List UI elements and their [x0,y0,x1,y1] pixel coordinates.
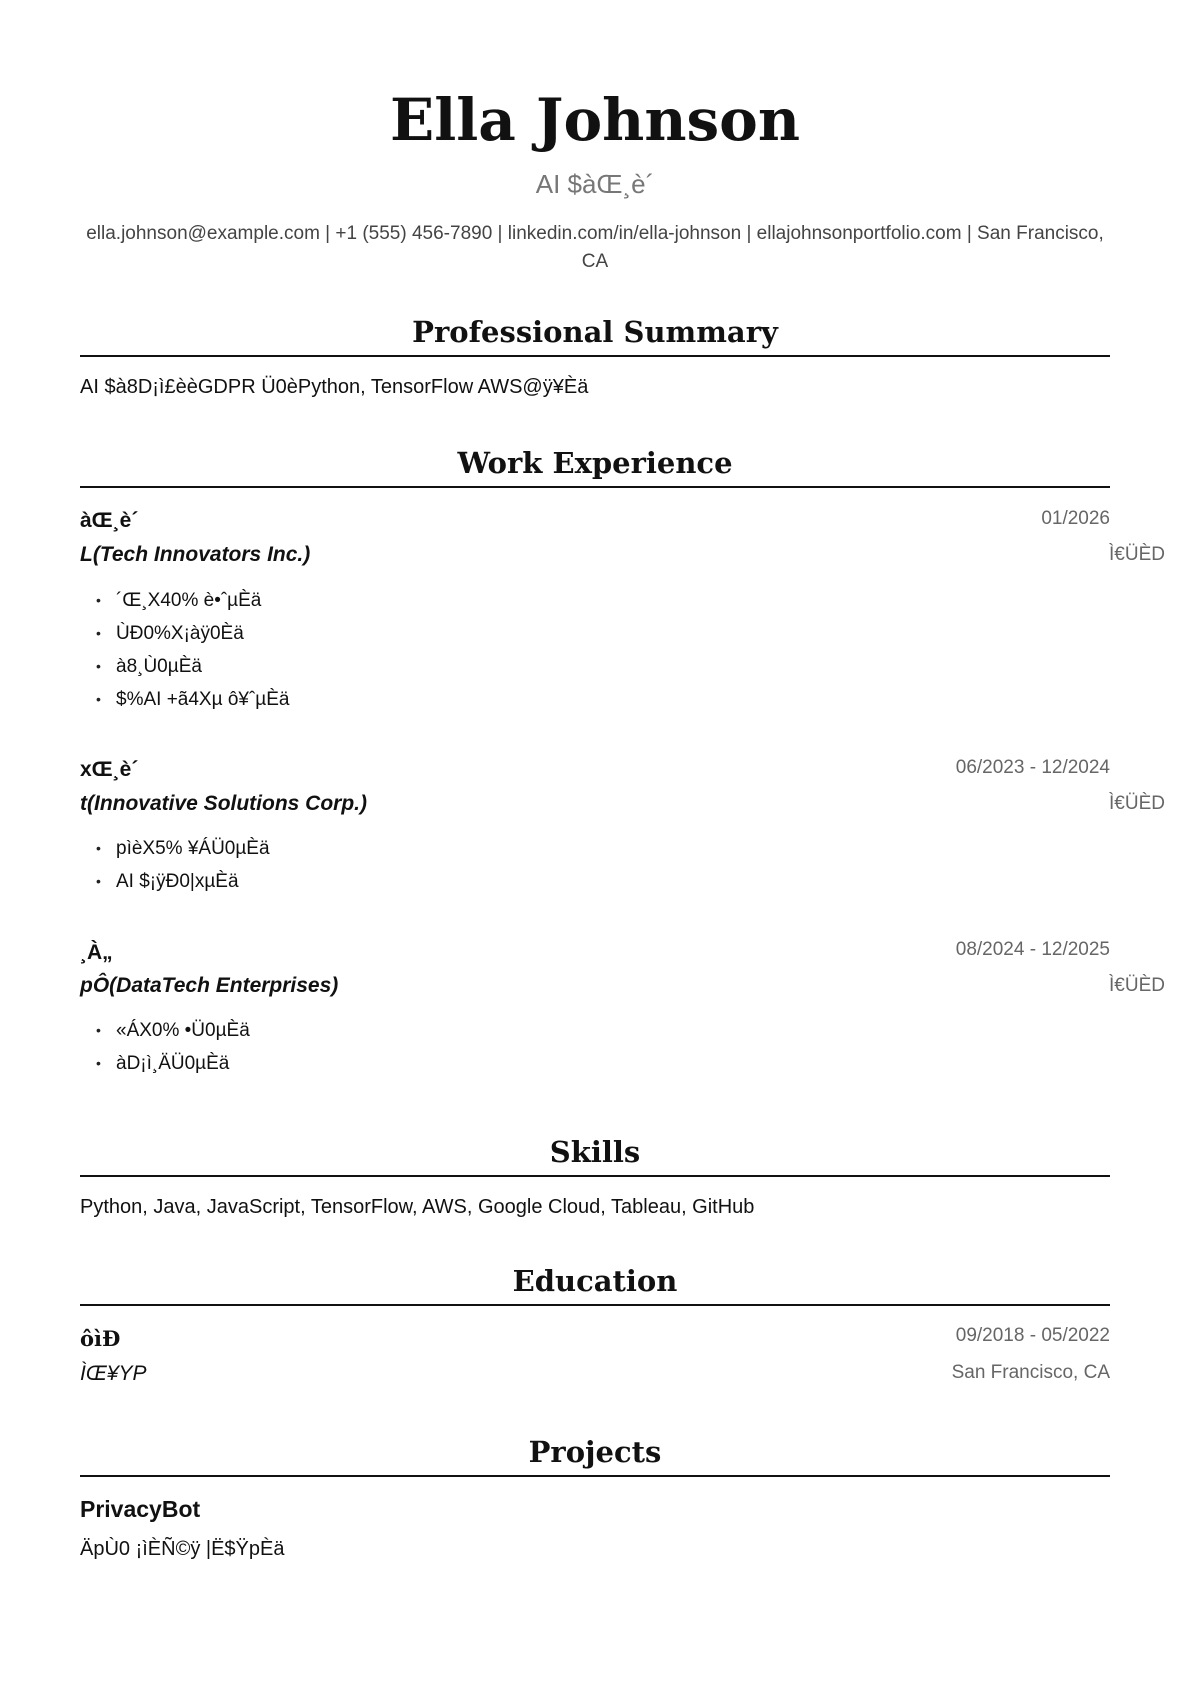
candidate-name: Ella Johnson [389,86,801,154]
job-location: Ì€ÜÈD [1109,544,1165,565]
skills-text: Python, Java, JavaScript, TensorFlow, AWS, Google Cloud, Tableau, GitHub [80,1196,755,1218]
education-heading: Education [512,1264,678,1298]
job-location: Ì€ÜÈD [1109,975,1165,996]
education-degree: ÌŒ¥YP [80,1362,147,1385]
job-date: 06/2023 - 12/2024 [955,757,1110,778]
job-bullet: • à8¸Ù0µÈä [116,650,289,683]
job-company: pÔ(DataTech Enterprises) [80,974,339,997]
skills-divider [80,1175,1110,1177]
summary-heading: Professional Summary [412,315,778,349]
education-location: San Francisco, CA [951,1362,1110,1383]
experience-heading: Work Experience [457,446,733,480]
job-title: àŒ¸è´ [80,509,139,532]
job-bullet: • AI $¡ÿÐ0|xµÈä [116,865,270,898]
job-location: Ì€ÜÈD [1109,793,1165,814]
skills-heading: Skills [549,1135,641,1169]
job-bullets [100,1014,250,1080]
summary-text: AI $à8D¡ì£èèGDPR Ü0èPython, TensorFlow AWS@ÿ¥Èä [80,376,589,398]
job-bullet: • ´Œ¸X40% è•ˆµÈä [116,584,289,617]
education-divider [80,1304,1110,1306]
job-bullets [100,832,270,898]
project-description: ÄpÙ0 ¡ìÈÑ©ÿ |Ë$ŸpÈä [80,1538,285,1560]
job-company: t(Innovative Solutions Corp.) [80,792,367,815]
projects-divider [80,1475,1110,1477]
job-bullet: • pìèX5% ¥ÁÜ0µÈä [116,832,270,865]
candidate-title: AI $àŒ¸è´ [535,169,655,199]
projects-heading: Projects [528,1435,662,1469]
experience-divider [80,486,1110,488]
job-bullet: • $%AI +ã4Xµ ô¥ˆµÈä [116,683,289,716]
project-name: PrivacyBot [80,1496,201,1522]
job-company: L(Tech Innovators Inc.) [80,543,311,566]
education-date: 09/2018 - 05/2022 [955,1325,1110,1346]
job-title: xŒ¸è´ [80,758,139,781]
job-bullets [100,584,289,716]
job-bullet: • «ÁX0% •Ü0µÈä [116,1014,250,1047]
summary-divider [80,355,1110,357]
contact-line: ella.johnson@example.com | +1 (555) 456-7890 | linkedin.com/in/ella-johnson | ellajohnsonportfolio.com | San Francisco, CA [86,223,1104,272]
job-bullet: • ÙÐ0%X¡àÿ0Èä [116,617,289,650]
job-date: 01/2026 [1041,508,1110,529]
job-bullet: • àD¡ì¸ÄÜ0µÈä [116,1047,250,1080]
job-title: ¸À„ [80,941,113,964]
job-date: 08/2024 - 12/2025 [955,939,1110,960]
education-school: ôìÐ [80,1326,121,1351]
